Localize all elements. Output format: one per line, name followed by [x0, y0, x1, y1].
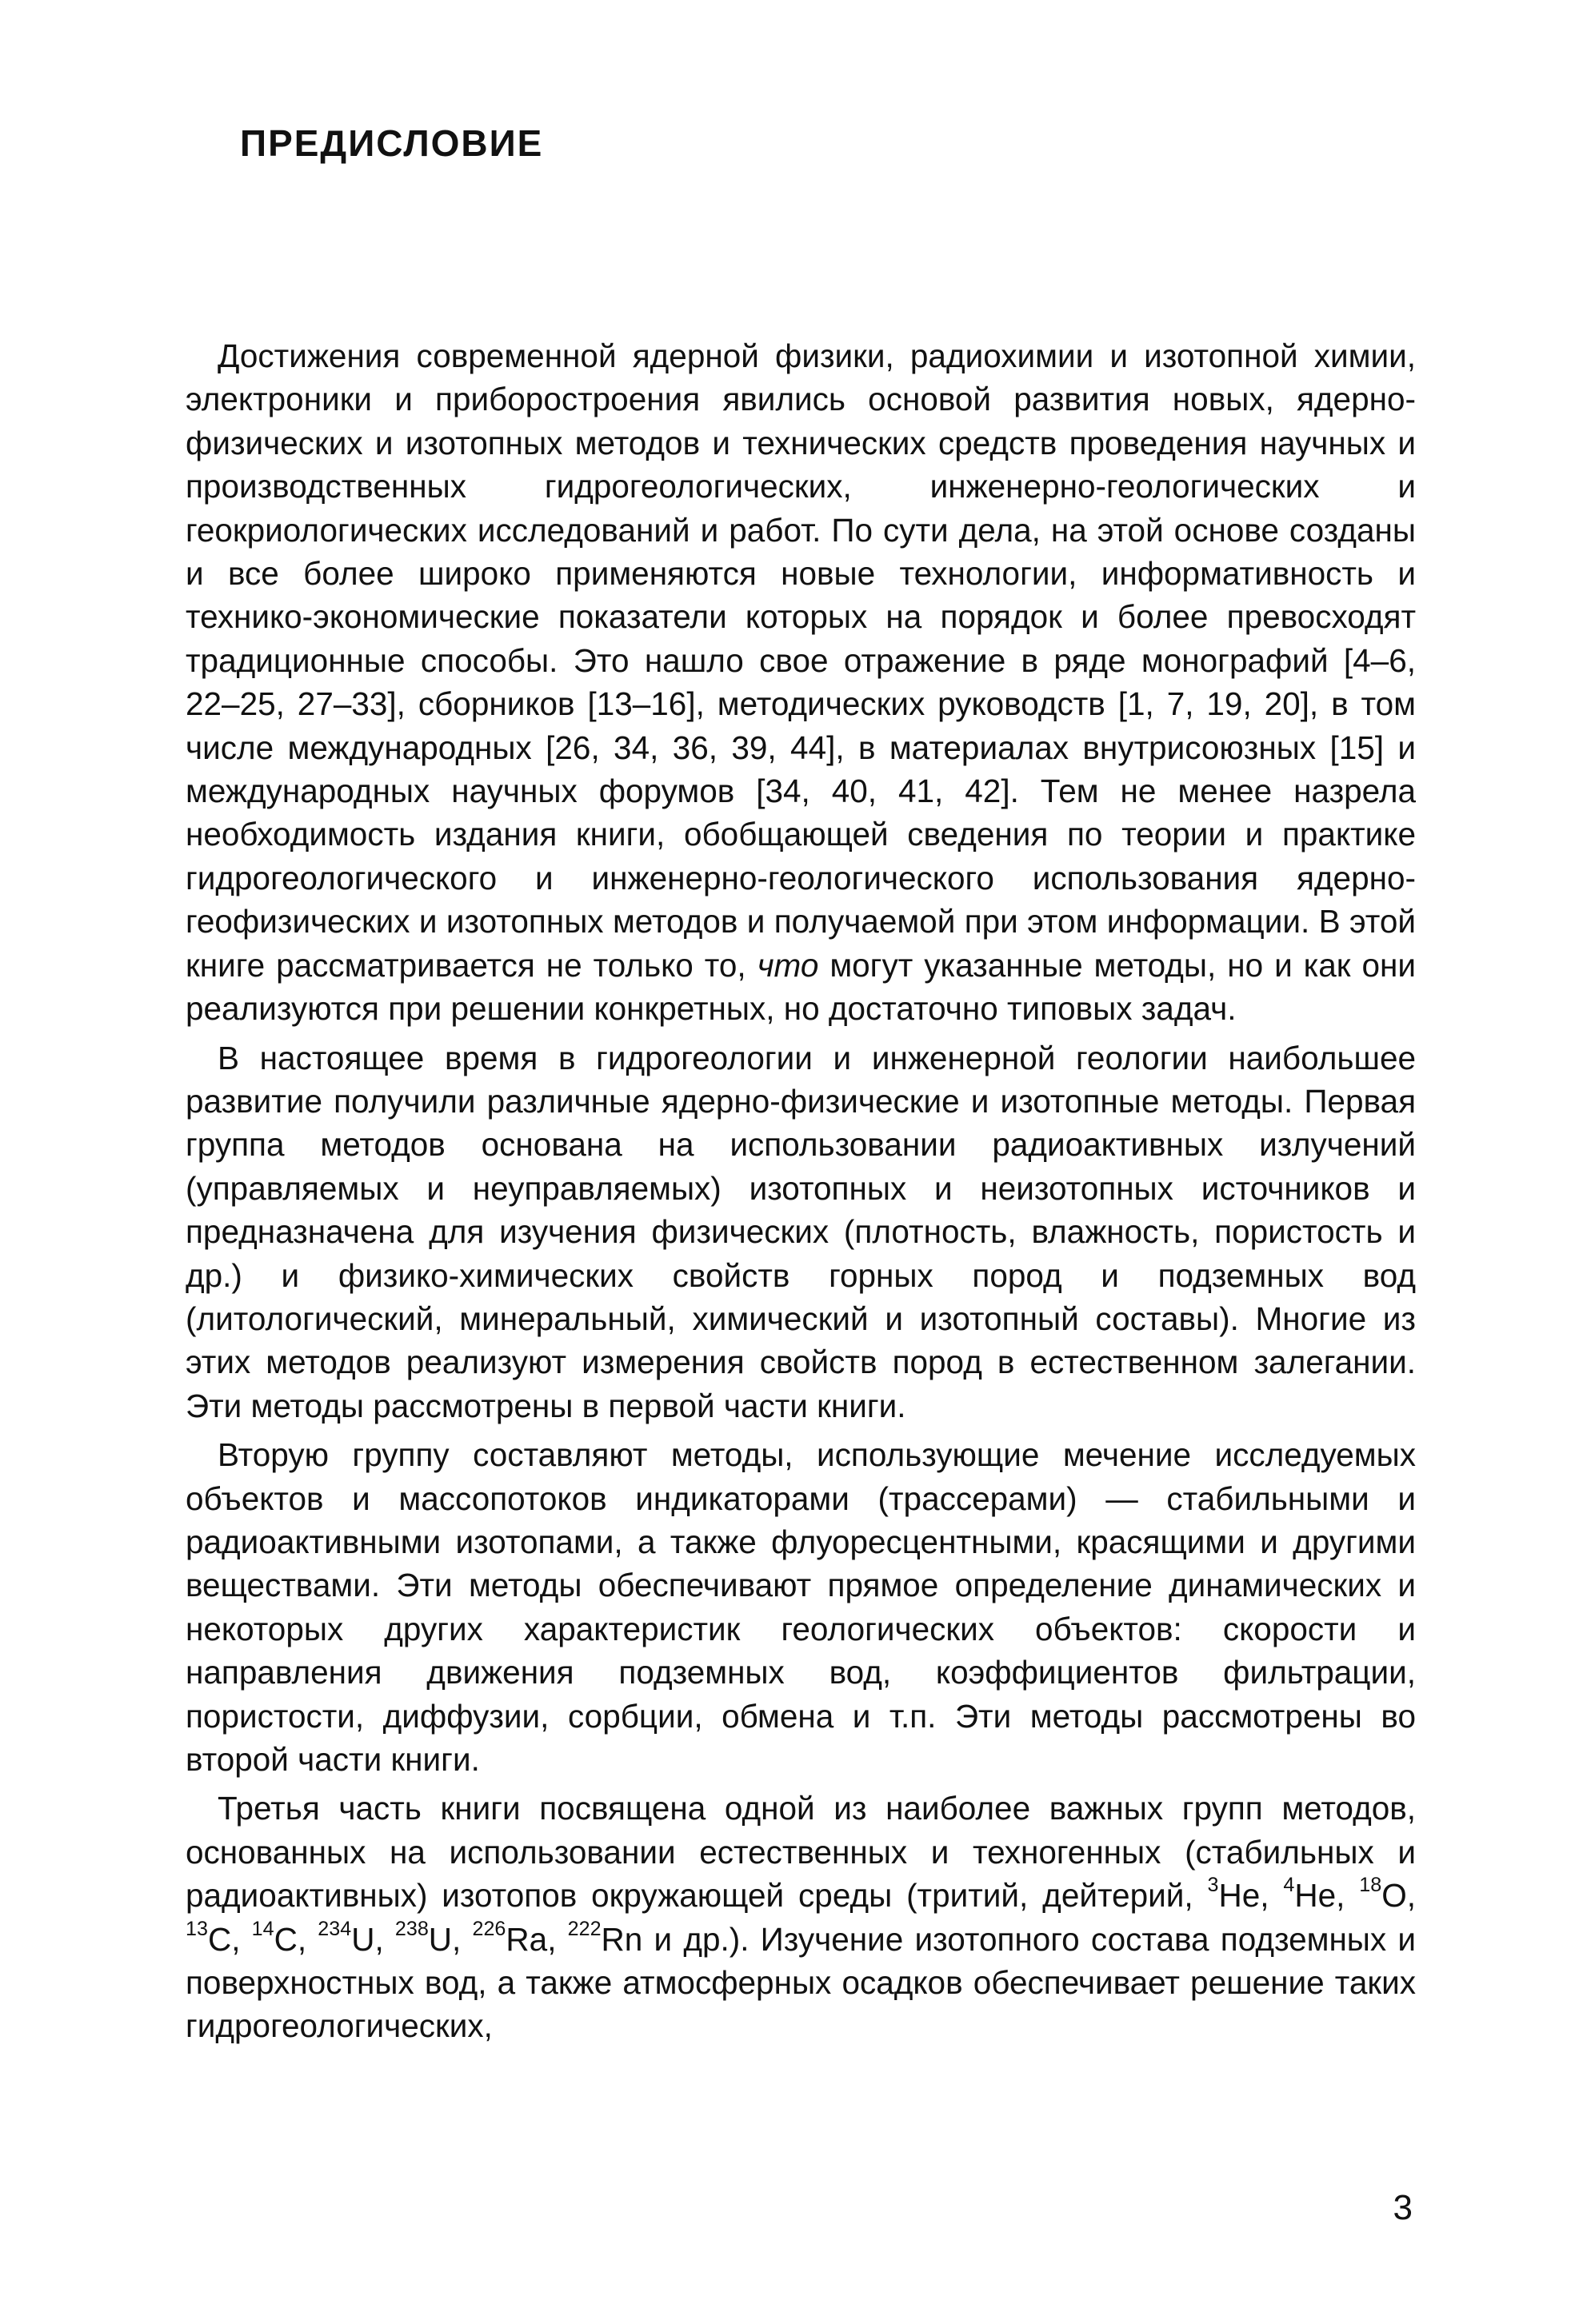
isotope-symbol: Ra [506, 1920, 548, 1958]
isotope-mass: 226 [472, 1917, 506, 1940]
isotope-symbol: Rn [601, 1920, 643, 1958]
paragraph-4-tail: и др.). Изучение изотопного состава подземных и поверхностных вод, а также атмосферных осадков обеспечивает решение таких гидрогеологических, [186, 1920, 1416, 2045]
paragraph-2: В настоящее время в гидрогеологии и инженерной геологии наибольшее развитие получили различные ядерно-физические и изотопные методы. Первая группа методов основана на использовании радиоактивных излучений (управляемых и неуправляемых) изотопных и неизотопных источников и предназначена для изучения физических (плотность, влажность, пористость и др.) и физико-химических свойств горных пород и подземных вод (литологический, минеральный, химический и изотопный составы). Многие из этих методов реализуют измерения свойств пород в естественном залегании. Эти методы рассмотрены в первой части книги. [186, 1039, 1416, 1424]
isotope-symbol: He [1294, 1877, 1337, 1915]
page-title: ПРЕДИСЛОВИЕ [240, 122, 544, 164]
paragraph-4 [186, 1787, 1416, 2047]
isotope [394, 1917, 453, 1958]
isotope [186, 1917, 232, 1958]
isotope [567, 1917, 643, 1958]
isotope [318, 1917, 375, 1958]
isotope-mass: 234 [318, 1917, 352, 1940]
isotope-mass: 13 [186, 1917, 208, 1940]
isotope [472, 1917, 548, 1958]
isotope-mass: 4 [1283, 1874, 1295, 1897]
isotope-mass: 238 [394, 1917, 429, 1940]
isotope-mass: 3 [1207, 1874, 1219, 1897]
isotope-symbol: U [351, 1920, 375, 1958]
page-number: 3 [1393, 2188, 1413, 2227]
paragraph-1 [186, 334, 1416, 1031]
isotope [1359, 1874, 1407, 1915]
paragraph-1-text-end: могут указанные методы, но и как они реализуются при решении конкретных, но достаточно типовых задач. [186, 946, 1416, 1028]
paragraph-4-intro: Третья часть книги посвящена одной из наиболее важных групп методов, основанных на использовании естественных и техногенных (стабильных и радиоактивных) изотопов окружающей среды (тритий, дейтерий, [186, 1790, 1416, 1915]
isotope-mass: 14 [251, 1917, 274, 1940]
body-text [186, 334, 1416, 2054]
paragraph-1-italic: что [757, 946, 819, 984]
isotope-symbol: C [207, 1920, 232, 1958]
isotope [1207, 1874, 1261, 1915]
paragraph-1-text: Достижения современной ядерной физики, радиохимии и изотопной химии, электроники и приборостроения явились основой развития новых, ядерно-физических и изотопных методов и технических средств проведения научных и производственных гидрогеологических, инженерно-геологических и геокриологических исследований и работ. По сути дела, на этой основе созданы и все более широко применяются новые технологии, информативность и технико-экономические показатели которых на порядок и более превосходят традиционные способы. Это нашло свое отражение в ряде монографий [4–6, 22–25, 27–33], сборников [13–16], методических руководств [1, 7, 19, 20], в том числе международных [26, 34, 36, 39, 44], в материалах внутрисоюзных [15] и международных научных форумов [34, 40, 41, 42]. Тем не менее назрела необходимость издания книги, обобщающей сведения по теории и практике гидрогеологического и инженерно-геологического использования ядерно-геофизических и изотопных методов и получаемой при этом информации. В этой книге рассматривается не только то, [186, 337, 1416, 984]
isotope-symbol: O [1381, 1877, 1407, 1915]
isotope-list: $^3$He, $^4$He, $^{18}$O, $^{13}$C, $^{14}$C, $^{234}$U, $^{238}$U, $^{226}$Ra, $^{222}$Rn [186, 1874, 1416, 1958]
paragraph-3: Вторую группу составляют методы, использующие мечение исследуемых объектов и массопотоков индикаторами (трассерами) — стабильными и радиоактивными изотопами, а также флуоресцентными, красящими и другими веществами. Эти методы обеспечивают прямое определение динамических и некоторых других характеристик геологических объектов: скорости и направления движения подземных вод, коэффициентов фильтрации, пористости, диффузии, сорбции, обмена и т.п. Эти методы рассмотрены во второй части книги. [186, 1436, 1416, 1778]
isotope-symbol: He [1218, 1877, 1261, 1915]
isotope [251, 1917, 298, 1958]
isotope [1283, 1874, 1337, 1915]
isotope-mass: 222 [567, 1917, 602, 1940]
isotope-symbol: U [428, 1920, 453, 1958]
isotope-mass: 18 [1359, 1874, 1382, 1897]
isotope-symbol: C [274, 1920, 298, 1958]
